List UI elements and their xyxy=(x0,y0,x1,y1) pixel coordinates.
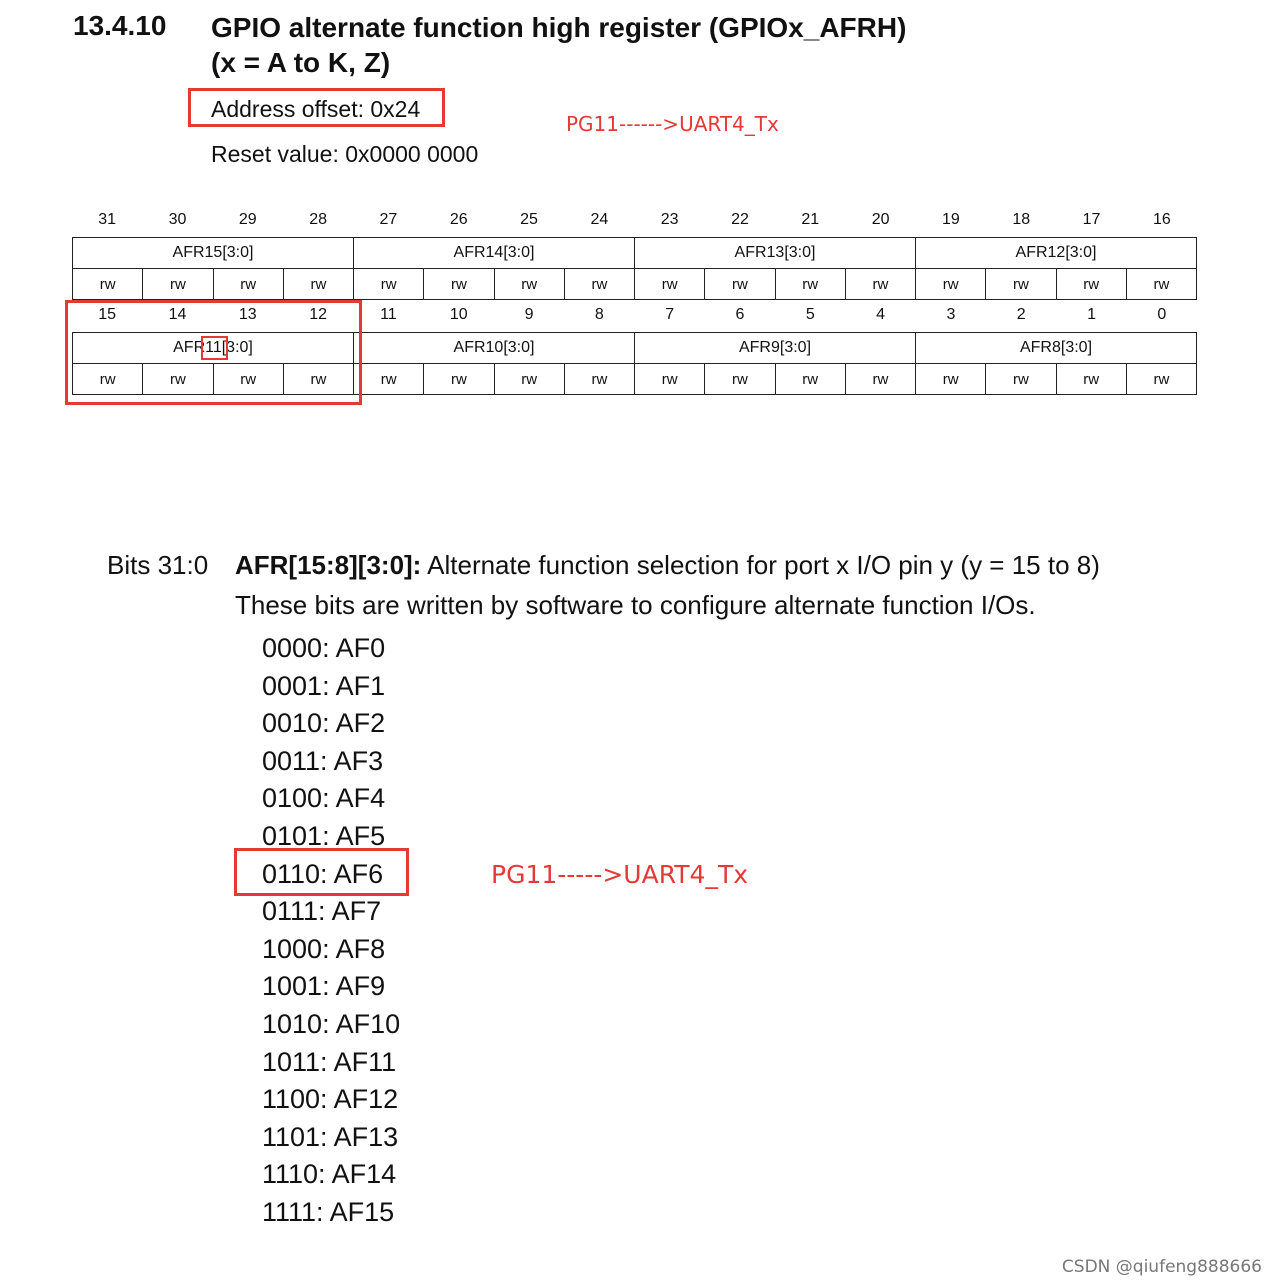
access-cell: rw xyxy=(354,269,424,300)
bit-number: 2 xyxy=(1016,306,1026,323)
bit-number: 6 xyxy=(735,306,745,323)
section-number: 13.4.10 xyxy=(73,10,167,41)
bit-number: 10 xyxy=(449,306,468,323)
bit-number: 23 xyxy=(660,211,679,228)
access-cell: rw xyxy=(1056,269,1126,300)
bit-number: 16 xyxy=(1152,211,1171,228)
access-cell: rw xyxy=(354,364,424,395)
upper-bit-numbers xyxy=(72,211,1197,229)
bit-number: 28 xyxy=(309,211,327,228)
bit-number: 20 xyxy=(871,211,890,228)
bit-number: 3 xyxy=(946,306,956,323)
access-cell: rw xyxy=(705,364,775,395)
access-cell: rw xyxy=(213,269,283,300)
bit-number: 0 xyxy=(1157,306,1167,323)
alternate-function-option: 1100: AF12 xyxy=(262,1084,399,1115)
access-cell: rw xyxy=(775,269,845,300)
register-field: AFR14[3:0] xyxy=(354,238,635,269)
bit-number: 5 xyxy=(805,306,815,323)
register-field: AFR11[3:0] xyxy=(73,333,354,364)
alternate-function-option: 0011: AF3 xyxy=(262,745,384,776)
access-cell: rw xyxy=(775,364,845,395)
access-cell: rw xyxy=(1126,364,1196,395)
bit-number: 7 xyxy=(665,306,675,323)
alternate-function-option: 0101: AF5 xyxy=(262,820,386,851)
access-cell: rw xyxy=(916,269,986,300)
access-cell: rw xyxy=(1126,269,1196,300)
bit-number: 21 xyxy=(801,211,820,228)
access-cell: rw xyxy=(1056,364,1126,395)
alternate-function-option: 1101: AF13 xyxy=(262,1121,399,1152)
upper-access-row xyxy=(73,269,1197,300)
bit-number: 18 xyxy=(1012,211,1031,228)
alternate-function-option: 1011: AF11 xyxy=(262,1046,397,1077)
bits-label: Bits 31:0 xyxy=(107,550,209,580)
address-offset: Address offset: 0x24 xyxy=(211,96,421,122)
bit-number: 9 xyxy=(524,306,534,323)
access-cell: rw xyxy=(283,269,353,300)
upper-register-table xyxy=(72,237,1197,300)
access-cell: rw xyxy=(845,269,915,300)
access-cell: rw xyxy=(635,364,705,395)
alternate-function-option: 0110: AF6 xyxy=(262,858,384,889)
access-cell: rw xyxy=(143,364,213,395)
bit-number: 19 xyxy=(942,211,960,228)
bit-number: 22 xyxy=(731,211,749,228)
bit-number: 25 xyxy=(520,211,538,228)
register-field: AFR9[3:0] xyxy=(635,333,916,364)
bit-number: 11 xyxy=(380,306,397,323)
alternate-function-option: 1110: AF14 xyxy=(262,1159,397,1190)
access-cell: rw xyxy=(494,364,564,395)
alternate-function-option: 1001: AF9 xyxy=(262,971,386,1002)
bottom-annotation: PG11----->UART4_Tx xyxy=(491,860,749,889)
register-field: AFR12[3:0] xyxy=(916,238,1197,269)
field-heading xyxy=(235,550,1100,581)
access-cell: rw xyxy=(635,269,705,300)
bit-number: 31 xyxy=(98,211,117,228)
field-description: These bits are written by software to configure alternate function I/Os. xyxy=(235,590,1036,620)
register-field: AFR13[3:0] xyxy=(635,238,916,269)
section-title xyxy=(211,10,906,80)
section-title-line1: GPIO alternate function high register (GPIOx_AFRH) xyxy=(211,12,907,43)
access-cell: rw xyxy=(564,364,634,395)
alternate-function-option: 1000: AF8 xyxy=(262,933,386,964)
bit-number: 1 xyxy=(1087,306,1096,323)
alternate-function-option: 0111: AF7 xyxy=(262,896,382,927)
access-cell: rw xyxy=(283,364,353,395)
bit-number: 29 xyxy=(238,211,257,228)
access-cell: rw xyxy=(986,364,1056,395)
access-cell: rw xyxy=(424,269,494,300)
alternate-function-option: 0001: AF1 xyxy=(262,670,386,701)
address-offset-highlight xyxy=(188,88,445,127)
upper-field-row xyxy=(73,238,1197,269)
section-title-line2: (x = A to K, Z) xyxy=(211,47,391,78)
alternate-function-option: 0010: AF2 xyxy=(262,708,386,739)
access-cell: rw xyxy=(564,269,634,300)
bit-number: 17 xyxy=(1082,211,1101,228)
access-cell: rw xyxy=(424,364,494,395)
alternate-function-list xyxy=(262,630,400,1232)
bit-number: 30 xyxy=(168,211,187,228)
watermark: CSDN @qiufeng888666 xyxy=(1061,1257,1262,1277)
access-cell: rw xyxy=(705,269,775,300)
access-cell: rw xyxy=(73,269,143,300)
access-cell: rw xyxy=(845,364,915,395)
alternate-function-option: 1010: AF10 xyxy=(262,1008,401,1039)
bit-number: 27 xyxy=(379,211,398,228)
alternate-function-option: 0000: AF0 xyxy=(262,633,386,663)
field-name: AFR[15:8][3:0]: xyxy=(235,550,422,580)
bit-number: 8 xyxy=(594,306,604,323)
access-cell: rw xyxy=(986,269,1056,300)
bit-number: 26 xyxy=(449,211,468,228)
register-field: AFR15[3:0] xyxy=(73,238,354,269)
access-cell: rw xyxy=(494,269,564,300)
bit-number: 13 xyxy=(238,306,257,323)
bit-number: 4 xyxy=(876,306,886,323)
access-cell: rw xyxy=(213,364,283,395)
bit-number: 24 xyxy=(590,211,609,228)
bit-number: 14 xyxy=(168,306,187,323)
afr11-index-highlight xyxy=(201,336,228,360)
af6-highlight xyxy=(234,848,409,896)
alternate-function-option: 1111: AF15 xyxy=(262,1196,395,1227)
top-annotation: PG11------>UART4_Tx xyxy=(566,112,779,136)
access-cell: rw xyxy=(916,364,986,395)
register-field: AFR10[3:0] xyxy=(354,333,635,364)
bit-number: 12 xyxy=(309,306,327,323)
access-cell: rw xyxy=(73,364,143,395)
access-cell: rw xyxy=(143,269,213,300)
field-summary: Alternate function selection for port x I/O pin y (y = 15 to 8) xyxy=(427,550,1100,580)
alternate-function-option: 0100: AF4 xyxy=(262,783,386,814)
bit-number: 15 xyxy=(98,306,117,323)
register-field: AFR8[3:0] xyxy=(916,333,1197,364)
reset-value: Reset value: 0x0000 0000 xyxy=(211,141,479,167)
